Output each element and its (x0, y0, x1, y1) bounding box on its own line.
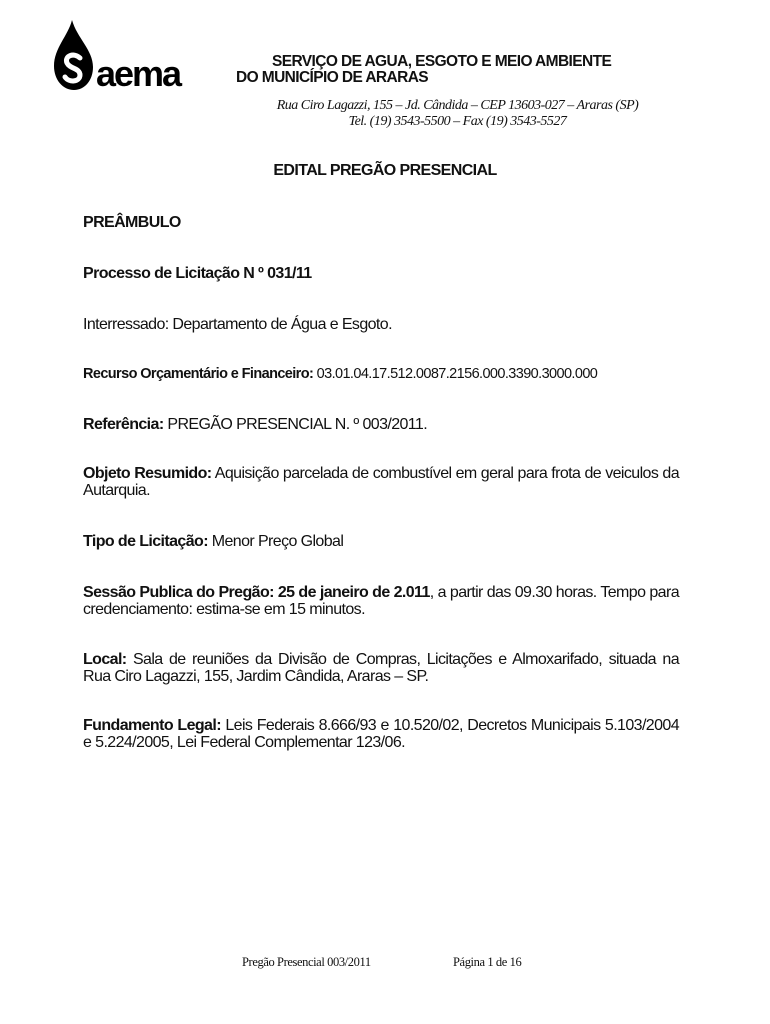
reference: Referência: PREGÃO PRESENCIAL N. º 003/2011. (83, 416, 428, 433)
interested-party: Interressado: Departamento de Água e Esgoto. (83, 316, 392, 333)
document-title: EDITAL PREGÃO PRESENCIAL (273, 162, 497, 179)
budget-resource: Recurso Orçamentário e Financeiro: 03.01.04.17.512.0087.2156.000.3390.3000.000 (83, 366, 598, 382)
process-number: Processo de Licitação N º 031/11 (83, 265, 312, 282)
organization-name (236, 54, 676, 86)
public-session: Sessão Publica do Pregão: 25 de janeiro de 2.011, a partir das 09.30 horas. Tempo para credenciamento: estima-se em 15 minutos. (83, 584, 679, 618)
footer-page-number: Página 1 de 16 (453, 955, 522, 969)
address-line: Rua Ciro Lagazzi, 155 – Jd. Cândida – CEP 13603-027 – Araras (SP) (276, 98, 639, 113)
legal-basis: Fundamento Legal: Leis Federais 8.666/93 e 10.520/02, Decretos Municipais 5.103/2004 e 5.224/2005, Lei Federal Complementar 123/06. (83, 717, 679, 751)
svg-text:aema: aema (96, 53, 181, 93)
phone-line: Tel. (19) 3543-5500 – Fax (19) 3543-5527 (348, 114, 567, 129)
org-line-1: SERVIÇO DE AGUA, ESGOTO E MEIO AMBIENTE (272, 53, 612, 70)
saema-logo (50, 18, 210, 93)
footer-document-ref: Pregão Presencial 003/2011 (242, 955, 371, 969)
bidding-type: Tipo de Licitação: Menor Preço Global (83, 533, 344, 550)
object-summary: Objeto Resumido: Aquisição parcelada de combustível em geral para frota de veiculos da Autarquia. (83, 465, 679, 499)
preamble-heading: PREÂMBULO (83, 214, 181, 231)
org-line-2: DO MUNICÍPIO DE ARARAS (236, 69, 429, 86)
location: Local: Sala de reuniões da Divisão de Compras, Licitações e Almoxarifado, situada na Rua Ciro Lagazzi, 155, Jardim Cândida, Araras – SP. (83, 651, 679, 685)
